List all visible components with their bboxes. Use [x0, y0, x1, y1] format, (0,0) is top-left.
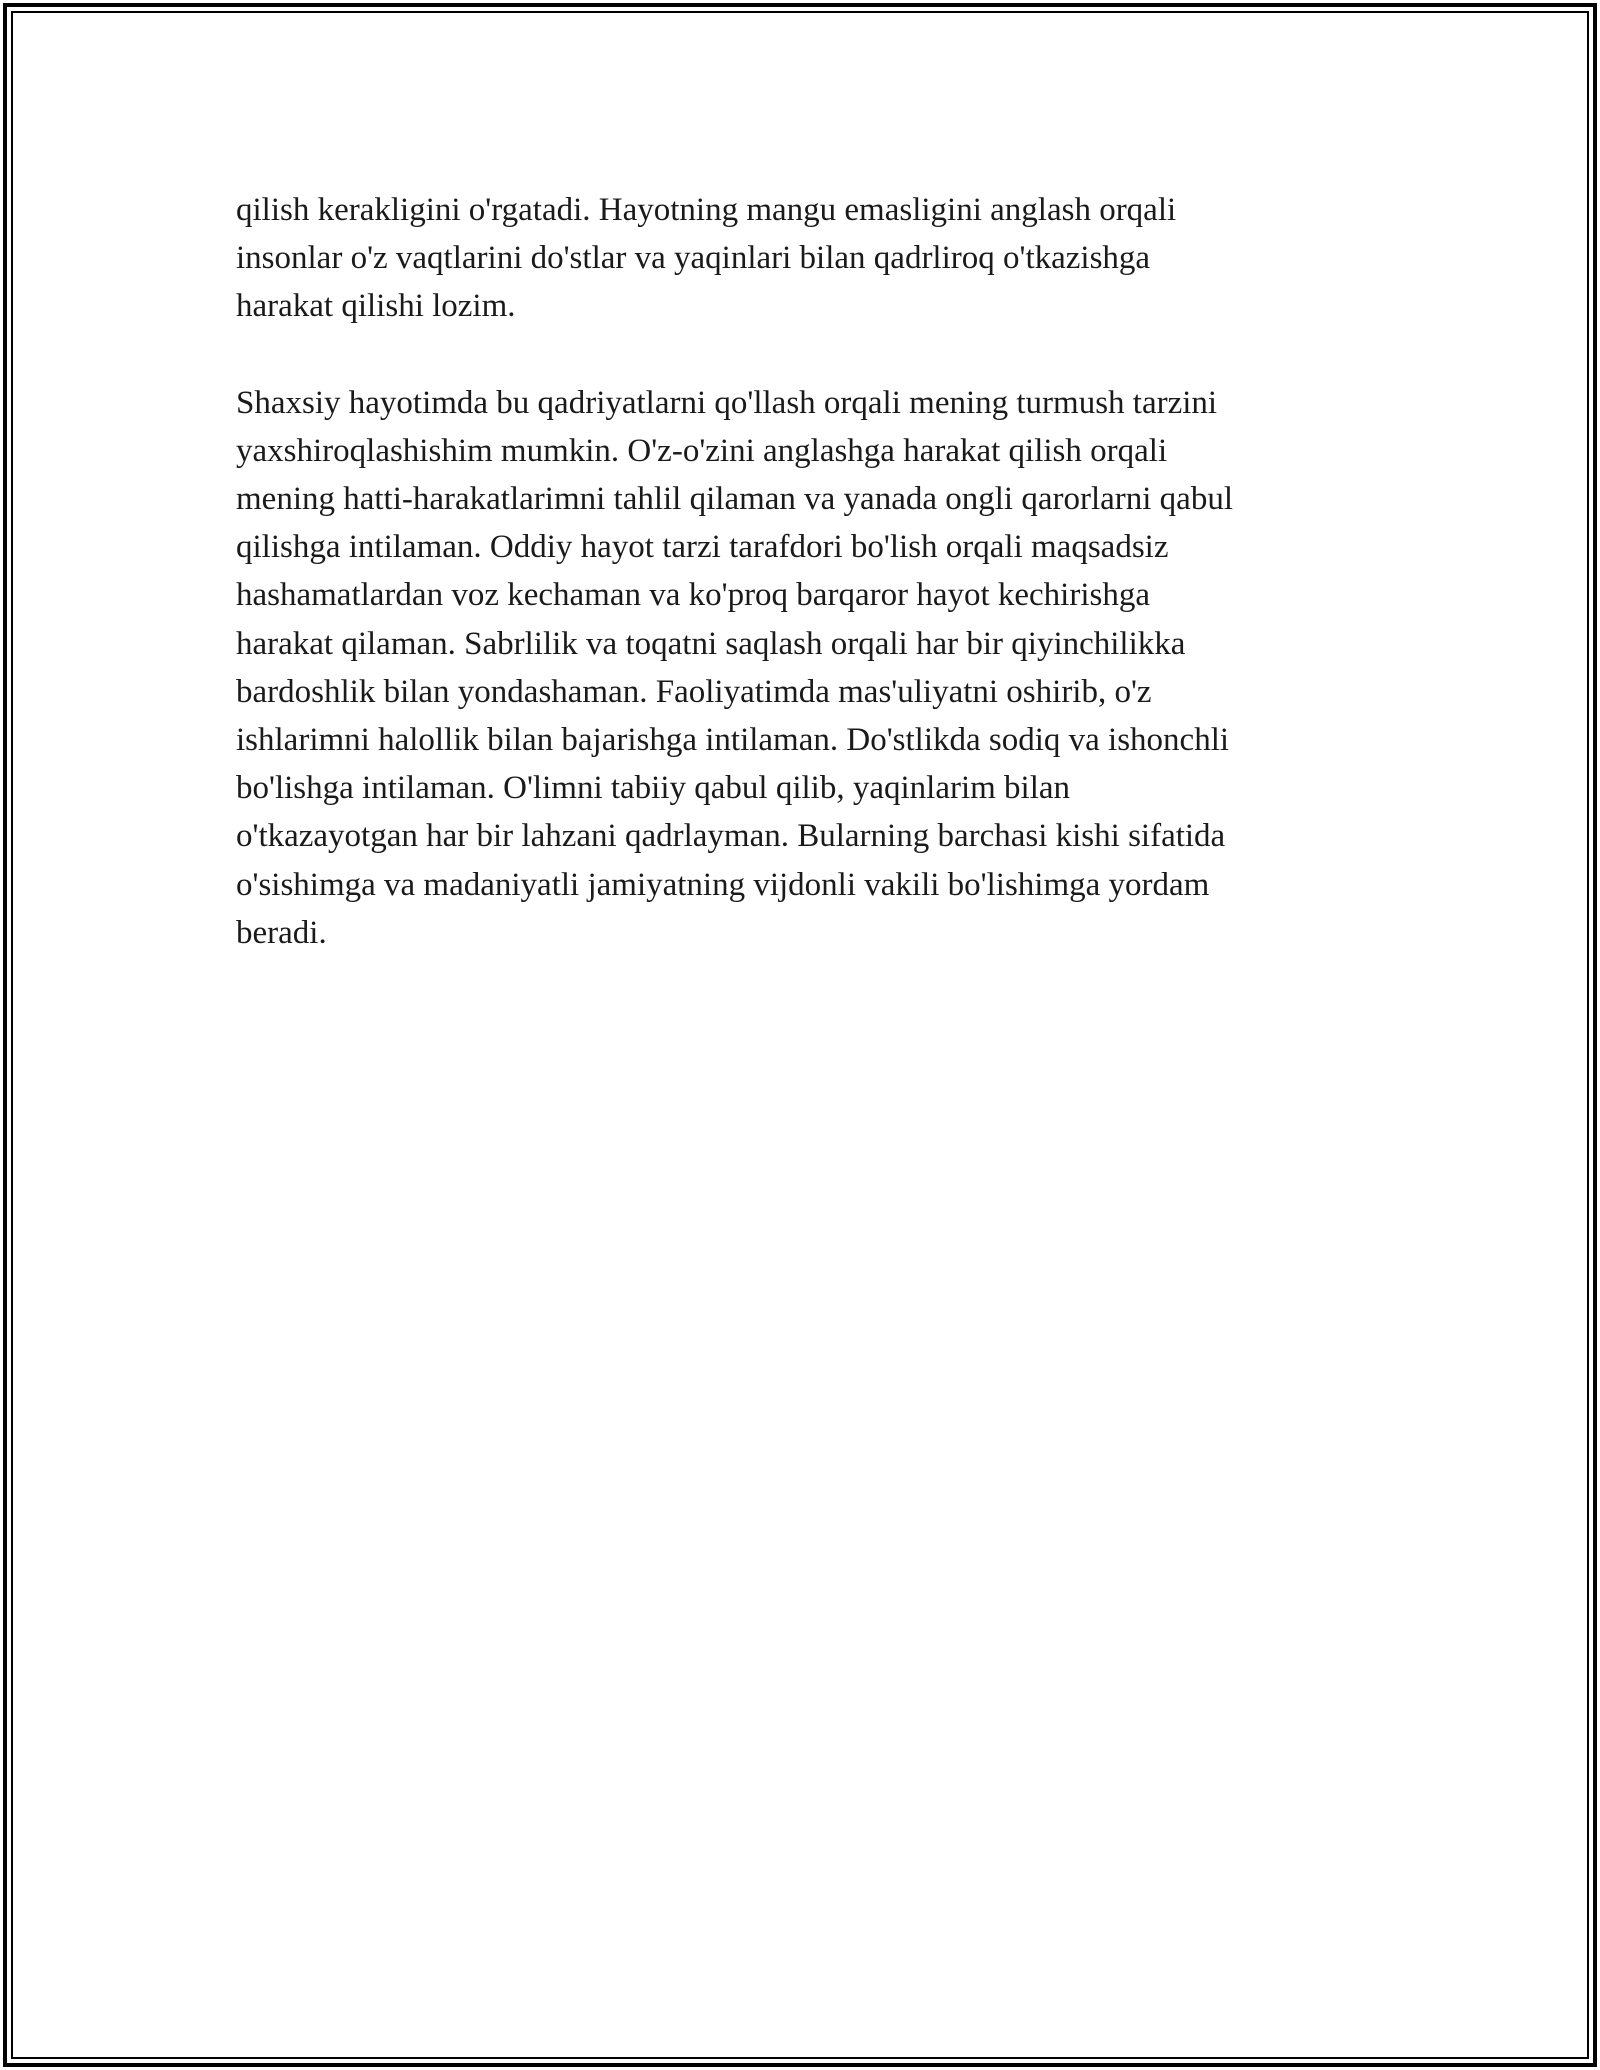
document-body	[236, 186, 1366, 957]
paragraph-2: Shaxsiy hayotimda bu qadriyatlarni qo'llash orqali mening turmush tarzini yaxshiroqlashishim mumkin. O'z-o'zini anglashga harakat qilish orqali mening hatti-harakatlarimni tahlil qilaman va yanada ongli qarorlarni qabul qilishga intilaman. Oddiy hayot tarzi tarafdori bo'lish orqali maqsadsiz hashamatlardan voz kechaman va ko'proq barqaror hayot kechirishga harakat qilaman. Sabrlilik va toqatni saqlash orqali har bir qiyinchilikka bardoshlik bilan yondashaman. Faoliyatimda mas'uliyatni oshirib, o'z ishlarimni halollik bilan bajarishga intilaman. Do'stlikda sodiq va ishonchli bo'lishga intilaman. O'limni tabiiy qabul qilib, yaqinlarim bilan o'tkazayotgan har bir lahzani qadrlayman. Bularning barchasi kishi sifatida o'sishimga va madaniyatli jamiyatning vijdonli vakili bo'lishimga yordam beradi.	[236, 384, 1233, 951]
paragraph-1: qilish kerakligini o'rgatadi. Hayotning mangu emasligini anglash orqali insonlar o'z vaqtlarini do'stlar va yaqinlari bilan qadrliroq o'tkazishga harakat qilishi lozim.	[236, 192, 1177, 325]
